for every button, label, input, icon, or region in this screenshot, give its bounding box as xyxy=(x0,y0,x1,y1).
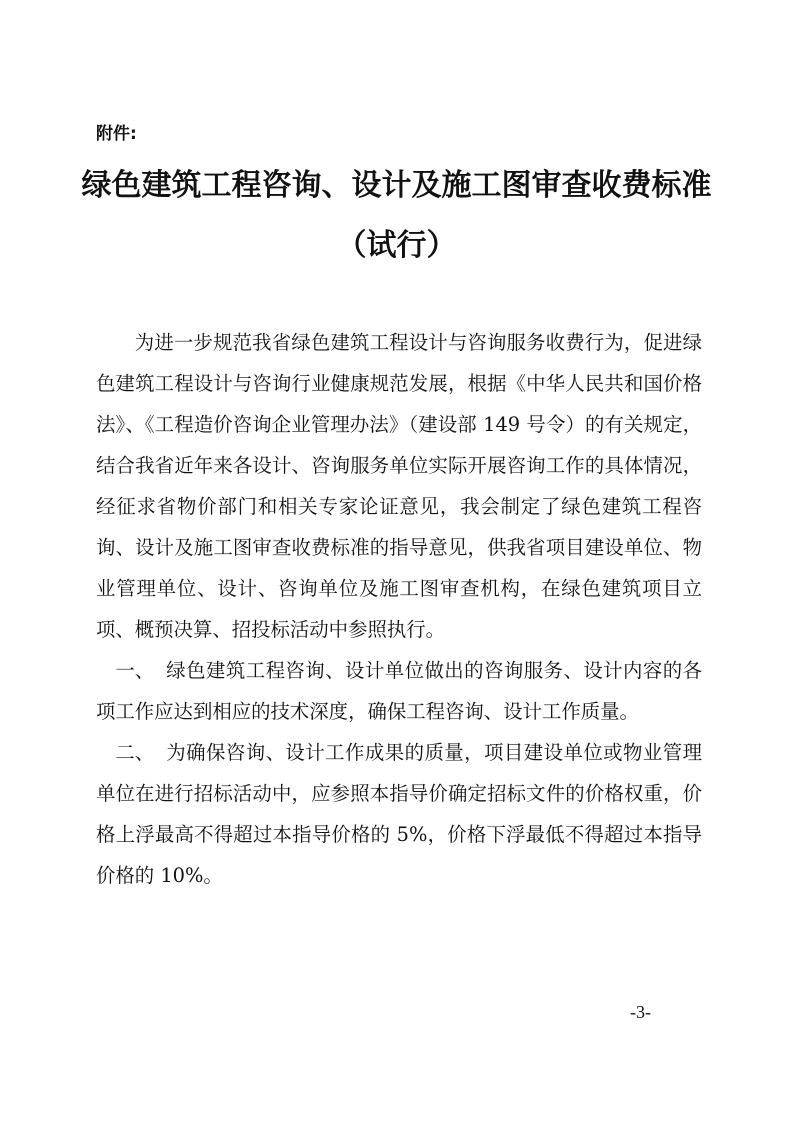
list-item xyxy=(96,650,702,732)
document-subtitle: （试行） xyxy=(336,228,457,263)
document-title: 绿色建筑工程咨询、设计及施工图审查收费标准 xyxy=(81,168,712,203)
list-item-marker: 一、 xyxy=(115,659,155,682)
list-item-text: 为确保咨询、设计工作成果的质量，项目建设单位或物业管理单位在进行招标活动中，应参照本指导价确定招标文件的价格权重，价格上浮最高不得超过本指导价格的 5%，价格下浮最低不得超过本指导价格的 10%。 xyxy=(96,741,702,887)
intro-paragraph: 为进一步规范我省绿色建筑工程设计与咨询服务收费行为，促进绿色建筑工程设计与咨询行业健康规范发展，根据《中华人民共和国价格法》、《工程造价咨询企业管理办法》（建设部 149 号令）的有关规定，结合我省近年来各设计、咨询服务单位实际开展咨询工作的具体情况，经征求省物价部门和相关专家论证意见，我会制定了绿色建筑工程咨询、设计及施工图审查收费标准的指导意见，供我省项目建设单位、物业管理单位、设计、咨询单位及施工图审查机构，在绿色建筑项目立项、概预决算、招投标活动中参照执行。 xyxy=(96,331,702,641)
list-item-text: 绿色建筑工程咨询、设计单位做出的咨询服务、设计内容的各项工作应达到相应的技术深度，确保工程咨询、设计工作质量。 xyxy=(96,659,702,723)
page-number: -3- xyxy=(630,1002,651,1022)
list-item xyxy=(96,732,702,896)
list-item-marker: 二、 xyxy=(115,741,155,764)
attachment-label: 附件: xyxy=(96,124,137,144)
document-body xyxy=(96,322,702,896)
